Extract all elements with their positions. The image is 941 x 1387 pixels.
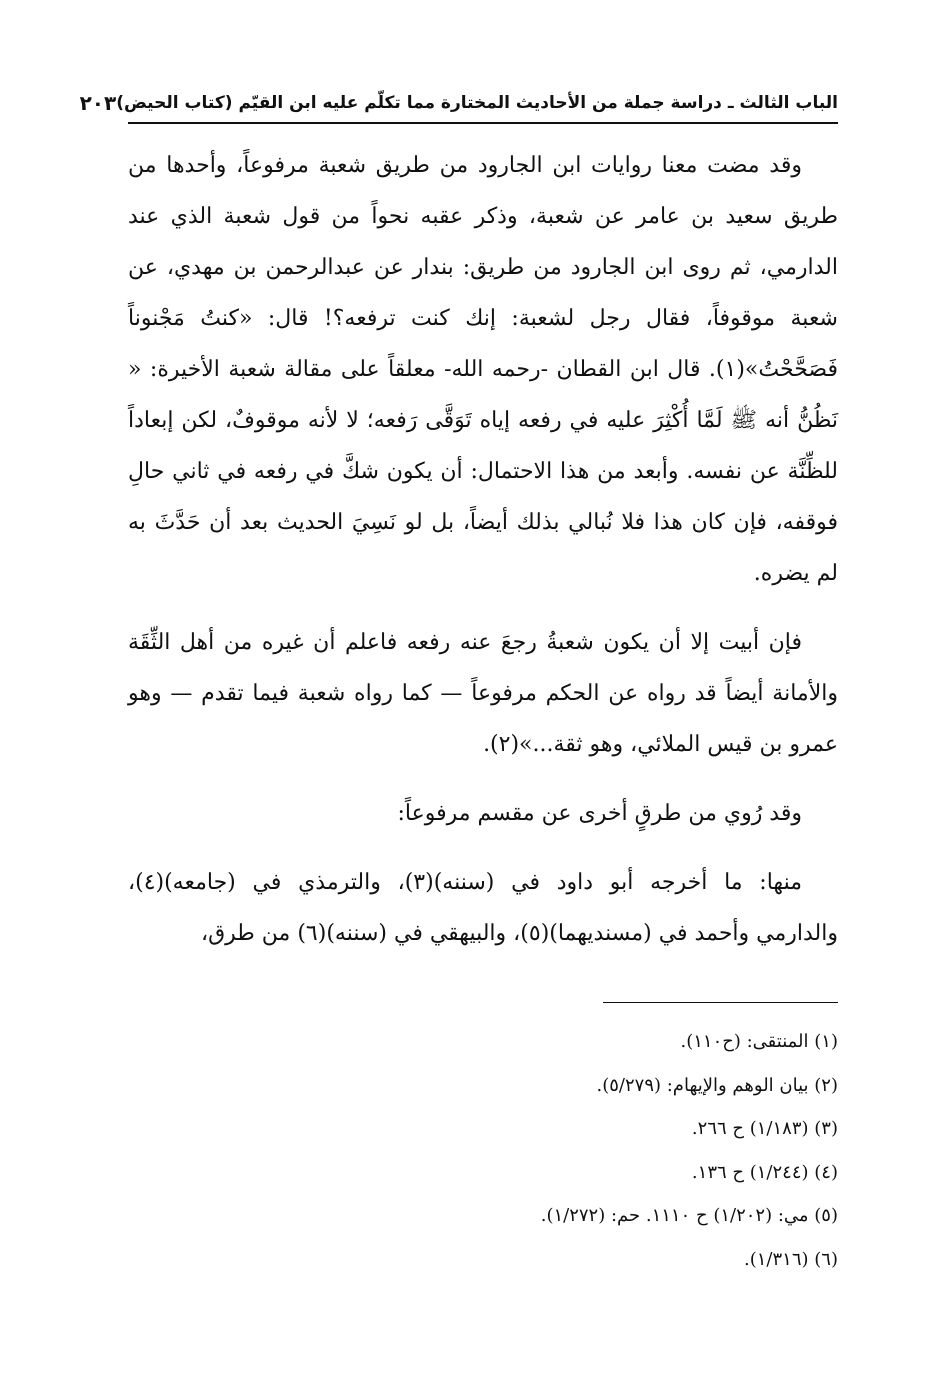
footnote: (٤) (١/٢٤٤) ح ١٣٦. <box>691 1161 838 1183</box>
footnote: (٥) مي: (١/٢٠٢) ح ١١١٠. حم: (١/٢٧٢). <box>540 1205 838 1226</box>
footnote: (١) المنتقى: (ح١١٠). <box>680 1031 838 1052</box>
footnote-separator <box>603 1002 838 1003</box>
paragraph: فإن أبيت إلا أن يكون شعبةُ رجعَ عنه رفعه فاعلم أن غيره من أهل الثِّقَة والأمانة أيضاً قد رواه عن الحكم مرفوعاً — كما رواه شعبة فيما تقدم — وهو عمرو بن قيس الملائي، وهو ثقة...»(٢). <box>128 630 838 757</box>
footnote: (٢) بيان الوهم والإيهام: (٥/٢٧٩). <box>596 1074 838 1096</box>
main-text <box>128 140 838 959</box>
footnotes <box>128 1020 838 1281</box>
paragraph: منها: ما أخرجه أبو داود في (سننه)(٣)، والترمذي في (جامعه)(٤)، والدارمي وأحمد في (مسنديهما)(٥)، والبيهقي في (سننه)(٦) من طرق، <box>128 870 838 946</box>
chapter-title: الباب الثالث ـ دراسة جملة من الأحاديث المختارة مما تكلّم عليه ابن القيّم (كتاب الحيض) <box>116 93 838 113</box>
paragraph: وقد مضت معنا روايات ابن الجارود من طريق شعبة مرفوعاً، وأحدها من طريق سعيد بن عامر عن شعبة، وذكر عقبه نحواً من قول شعبة الذي عند الدارمي، ثم روى ابن الجارود من طريق: بندار عن عبدالرحمن بن مهدي، عن شعبة موقوفاً، فقال رجل لشعبة: إنك كنت ترفعه؟! قال: «كنتُ مَجْنوناً فَصَحَّحْتُ»(١). قال ابن القطان -رحمه الله- معلقاً على مقالة شعبة الأخيرة: « نَظُنُّ أنه ﷺ لَمَّا أُكْثِرَ عليه في رفعه إياه تَوَقَّى رَفعه؛ لا لأنه موقوفٌ، لكن إبعاداً للظِّنَّة عن نفسه. وأبعد من هذا الاحتمال: أن يكون شكَّ في رفعه في ثاني حالِ فوقفه، فإن كان هذا فلا نُبالي بذلك أيضاً، بل لو نَسِيَ الحديث بعد أن حَدَّثَ به لم يضره. <box>128 153 838 586</box>
running-header <box>79 88 838 124</box>
page-number: ٢٠٣ <box>79 91 117 115</box>
footnote: (٣) (١/١٨٣) ح ٢٦٦. <box>691 1118 838 1139</box>
footnote: (٦) (١/٣١٦). <box>744 1248 838 1270</box>
paragraph: وقد رُوي من طرقٍ أخرى عن مقسم مرفوعاً: <box>397 801 802 826</box>
